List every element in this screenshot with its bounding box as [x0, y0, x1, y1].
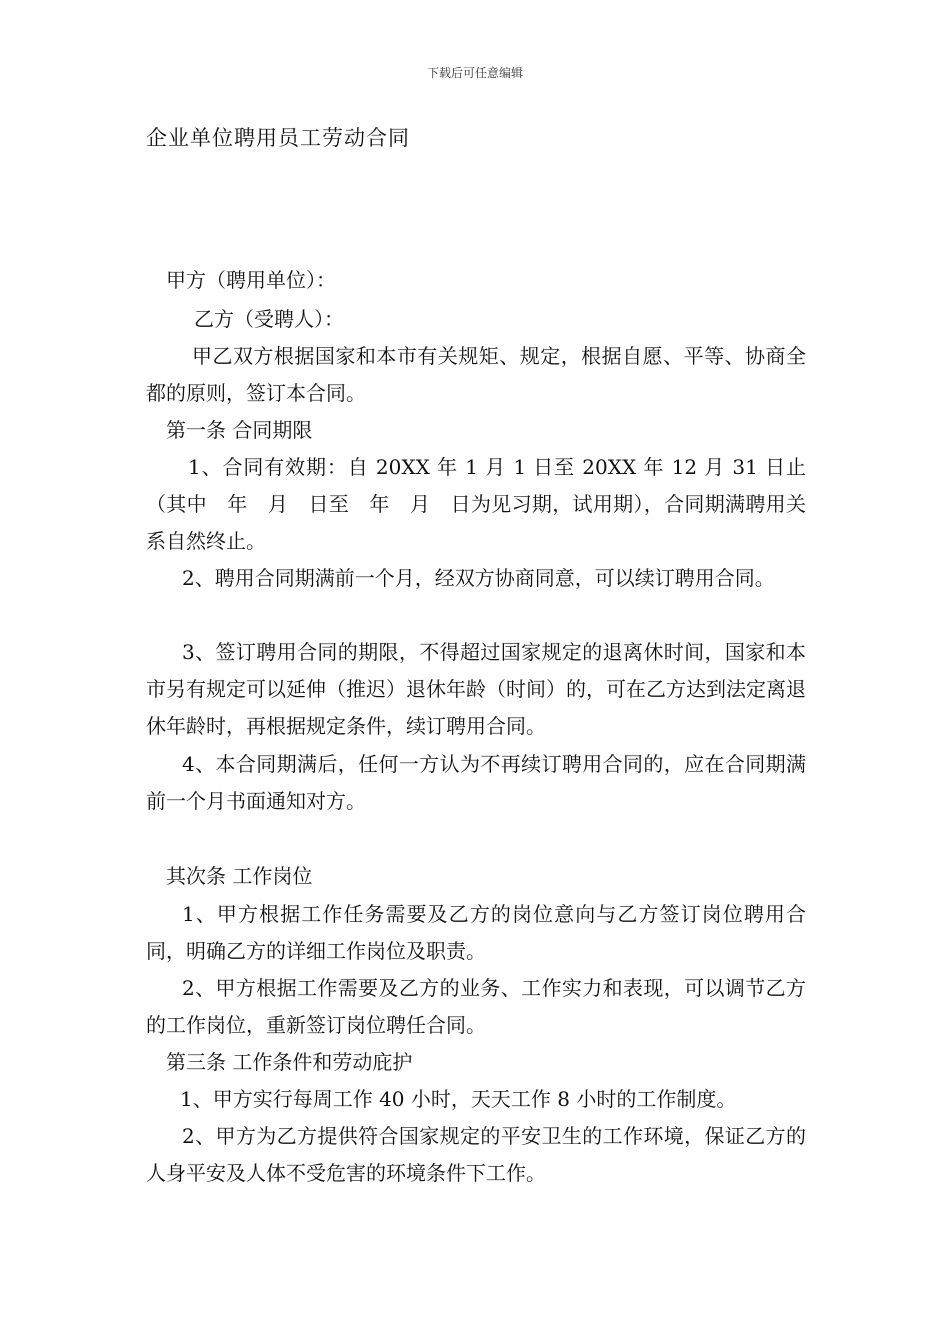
- intro-paragraph: 甲乙双方根据国家和本市有关规矩、规定，根据自愿、平等、协商全都的原则，签订本合同。: [146, 344, 806, 405]
- article-3-item-2: 2、甲方为乙方提供符合国家规定的平安卫生的工作环境，保证乙方的人身平安及人体不受危害的环境条件下工作。: [146, 1124, 806, 1185]
- article-2-heading: 其次条 工作岗位: [166, 864, 313, 888]
- article-3-heading: 第三条 工作条件和劳动庇护: [166, 1050, 413, 1074]
- article-1-item-3: 3、签订聘用合同的期限，不得超过国家规定的退离休时间，国家和本市另有规定可以延伸（推迟）退休年龄（时间）的，可在乙方达到法定离退休年龄时，再根据规定条件，续订聘用合同。: [146, 640, 806, 738]
- article-2-item-1: 1、甲方根据工作任务需要及乙方的岗位意向与乙方签订岗位聘用合同，明确乙方的详细工作岗位及职责。: [146, 902, 806, 963]
- article-1-item-1: 1、合同有效期：自 20XX 年 1 月 1 日至 20XX 年 12 月 31 日止（其中 年 月 日至 年 月 日为见习期，试用期），合同期满聘用关系自然终止。: [146, 455, 806, 553]
- party-b-label: 乙方（受聘人）：: [194, 307, 344, 331]
- article-3-item-1: 1、甲方实行每周工作 40 小时，天天工作 8 小时的工作制度。: [180, 1087, 737, 1111]
- document-title: 企业单位聘用员工劳动合同: [146, 126, 410, 150]
- party-a-label: 甲方（聘用单位）：: [166, 268, 336, 292]
- page-header: 下载后可任意编辑: [426, 66, 523, 80]
- article-1-item-4: 4、本合同期满后，任何一方认为不再续订聘用合同的，应在合同期满前一个月书面通知对方。: [146, 752, 806, 813]
- article-1-item-2: 2、聘用合同期满前一个月，经双方协商同意，可以续订聘用合同。: [182, 566, 775, 590]
- article-2-item-2: 2、甲方根据工作需要及乙方的业务、工作实力和表现，可以调节乙方的工作岗位，重新签订岗位聘任合同。: [146, 976, 806, 1037]
- article-1-heading: 第一条 合同期限: [166, 418, 313, 442]
